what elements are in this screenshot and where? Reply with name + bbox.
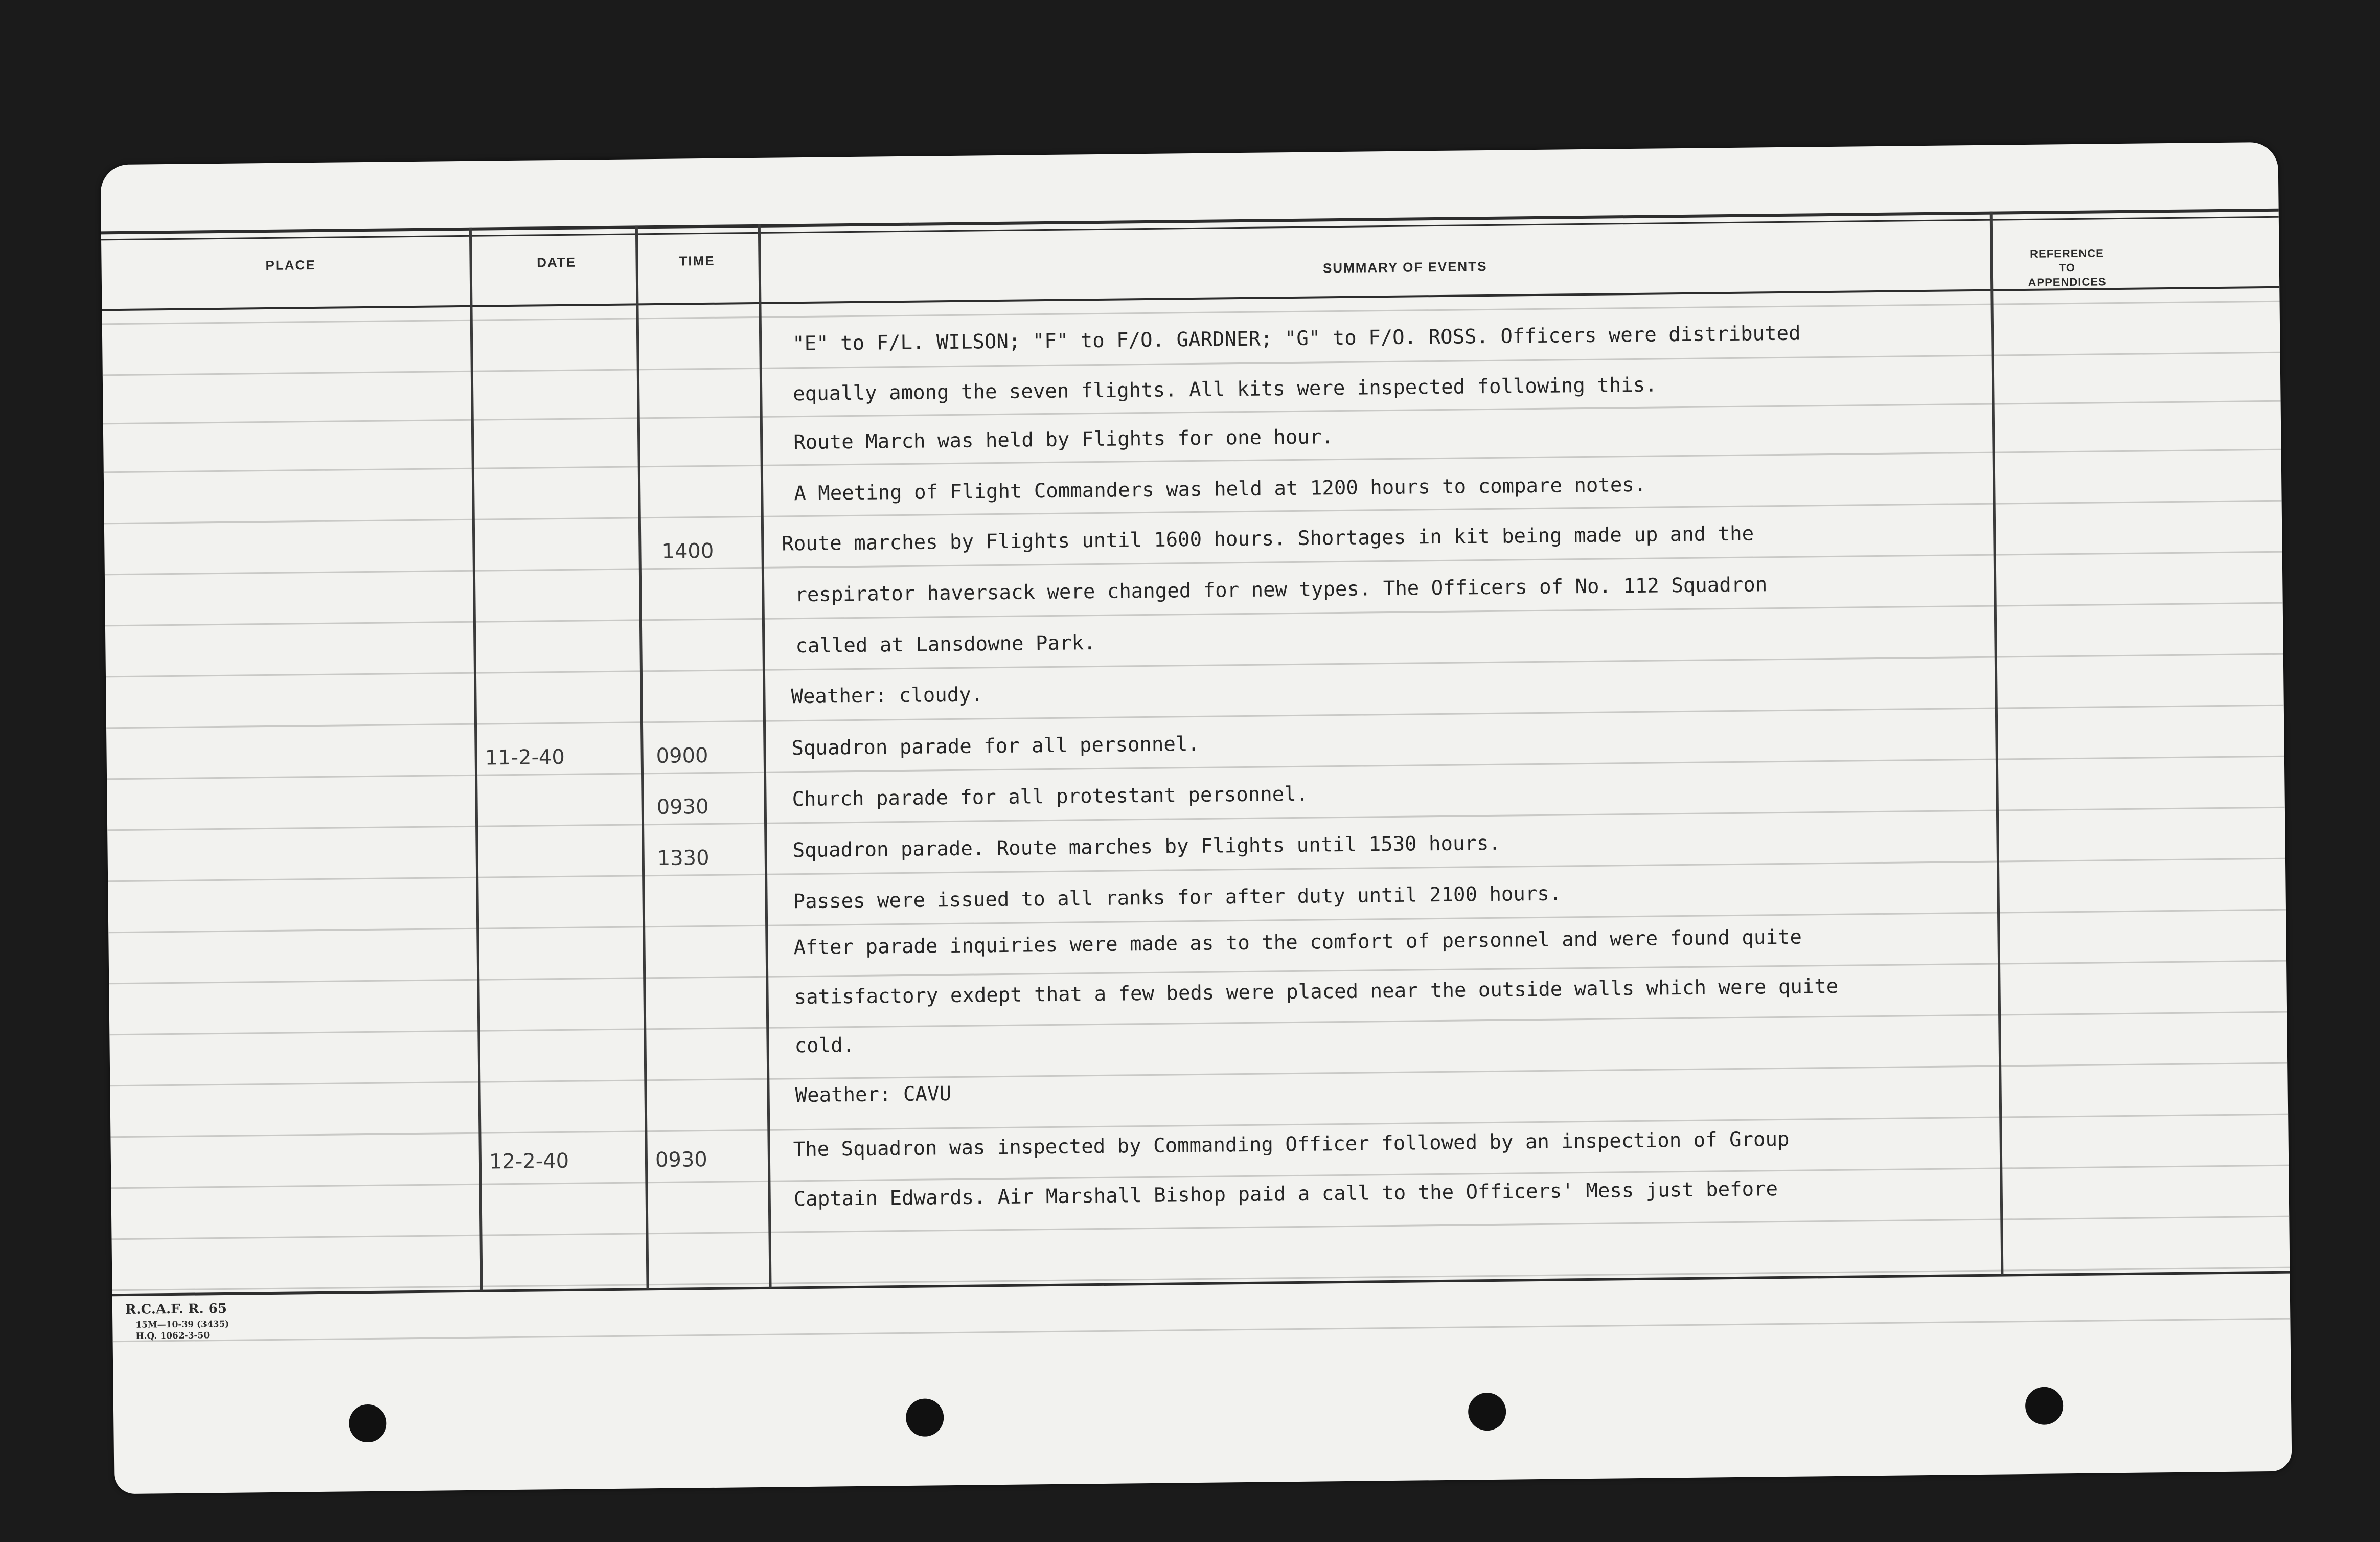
time-header: TIME: [679, 253, 715, 269]
column-divider: [1990, 212, 2004, 1275]
ruled-line: [105, 602, 2283, 627]
summary-line: Weather: CAVU: [795, 1082, 952, 1107]
table-bottom-border: [112, 1271, 2290, 1297]
punch-hole: [2025, 1387, 2064, 1425]
entry-time: 0900: [656, 743, 708, 768]
ruled-line: [112, 1267, 2290, 1291]
entry-time: 0930: [656, 795, 709, 820]
reference-header-line: APPENDICES: [2028, 275, 2107, 289]
reference-header-line: REFERENCE: [2030, 246, 2104, 260]
form-hq-code: H.Q. 1062-3-50: [135, 1330, 210, 1342]
summary-line: Passes were issued to all ranks for after duty until 2100 hours.: [793, 882, 1562, 914]
entry-date: 12-2-40: [489, 1149, 569, 1174]
ruled-line: [103, 400, 2281, 425]
ruled-line: [102, 301, 2280, 325]
summary-line: Squadron parade. Route marches by Flights until 1530 hours.: [792, 831, 1501, 863]
ruled-line: [106, 705, 2284, 729]
date-header: DATE: [536, 254, 577, 270]
ruled-line: [107, 807, 2285, 831]
summary-line: A Meeting of Flight Commanders was held at 1200 hours to compare notes.: [794, 473, 1646, 506]
entry-time: 0930: [655, 1148, 707, 1172]
ruled-line: [107, 756, 2284, 780]
ruled-line: [113, 1318, 2291, 1343]
ruled-line: [104, 500, 2282, 525]
entry-time: 1400: [661, 539, 714, 563]
ruled-line: [106, 653, 2283, 678]
column-divider: [469, 228, 483, 1291]
ruled-line: [109, 1011, 2287, 1036]
punch-hole: [349, 1404, 387, 1443]
summary-line: equally among the seven flights. All kits were inspected following this.: [793, 373, 1657, 406]
reference-header-line: TO: [2058, 261, 2076, 275]
header-bottom-border: [102, 286, 2279, 311]
summary-line: called at Lansdowne Park.: [795, 631, 1096, 658]
ruled-line: [108, 858, 2285, 882]
record-card: [101, 142, 2292, 1494]
ruled-line: [110, 1062, 2287, 1087]
column-divider: [758, 224, 772, 1288]
summary-line: Route marches by Flights until 1600 hours. Shortages in kit being made up and the: [782, 522, 1754, 556]
ruled-line: [104, 449, 2281, 473]
ruled-line: [111, 1216, 2289, 1240]
column-divider: [635, 225, 649, 1289]
entry-time: 1330: [657, 846, 710, 871]
entry-date: 11-2-40: [485, 745, 565, 770]
summary-line: Church parade for all protestant personnel.: [792, 782, 1309, 811]
summary-line: Route March was held by Flights for one hour.: [793, 425, 1334, 455]
header-top-border: [101, 209, 2279, 235]
summary-line: satisfactory exdept that a few beds were placed near the outside walls which were quite: [794, 974, 1839, 1009]
ruled-line: [109, 960, 2286, 985]
place-header: PLACE: [265, 257, 316, 274]
summary-line: cold.: [794, 1034, 855, 1058]
punch-hole: [906, 1398, 944, 1437]
ruled-line: [108, 909, 2286, 934]
form-print-code: 15M—10-39 (3435): [135, 1319, 230, 1330]
summary-line: respirator haversack were changed for new types. The Officers of No. 112 Squadron: [795, 573, 1768, 607]
reference-header: [2003, 246, 2131, 290]
summary-line: Squadron parade for all personnel.: [791, 732, 1200, 760]
summary-line: The Squadron was inspected by Commanding Officer followed by an inspection of Group: [793, 1127, 1790, 1162]
summary-line: Weather: cloudy.: [791, 683, 983, 709]
summary-line: Captain Edwards. Air Marshall Bishop paid a call to the Officers' Mess just before: [793, 1177, 1778, 1211]
summary-header: SUMMARY OF EVENTS: [1322, 258, 1487, 276]
ruled-line: [105, 551, 2282, 576]
form-number: R.C.A.F. R. 65: [125, 1301, 227, 1318]
summary-line: After parade inquiries were made as to the comfort of personnel and were found quite: [793, 925, 1802, 960]
ruled-line: [103, 352, 2280, 376]
punch-hole: [1468, 1393, 1506, 1431]
summary-line: "E" to F/L. WILSON; "F" to F/O. GARDNER; "G" to F/O. ROSS. Officers were distributed: [792, 322, 1801, 356]
